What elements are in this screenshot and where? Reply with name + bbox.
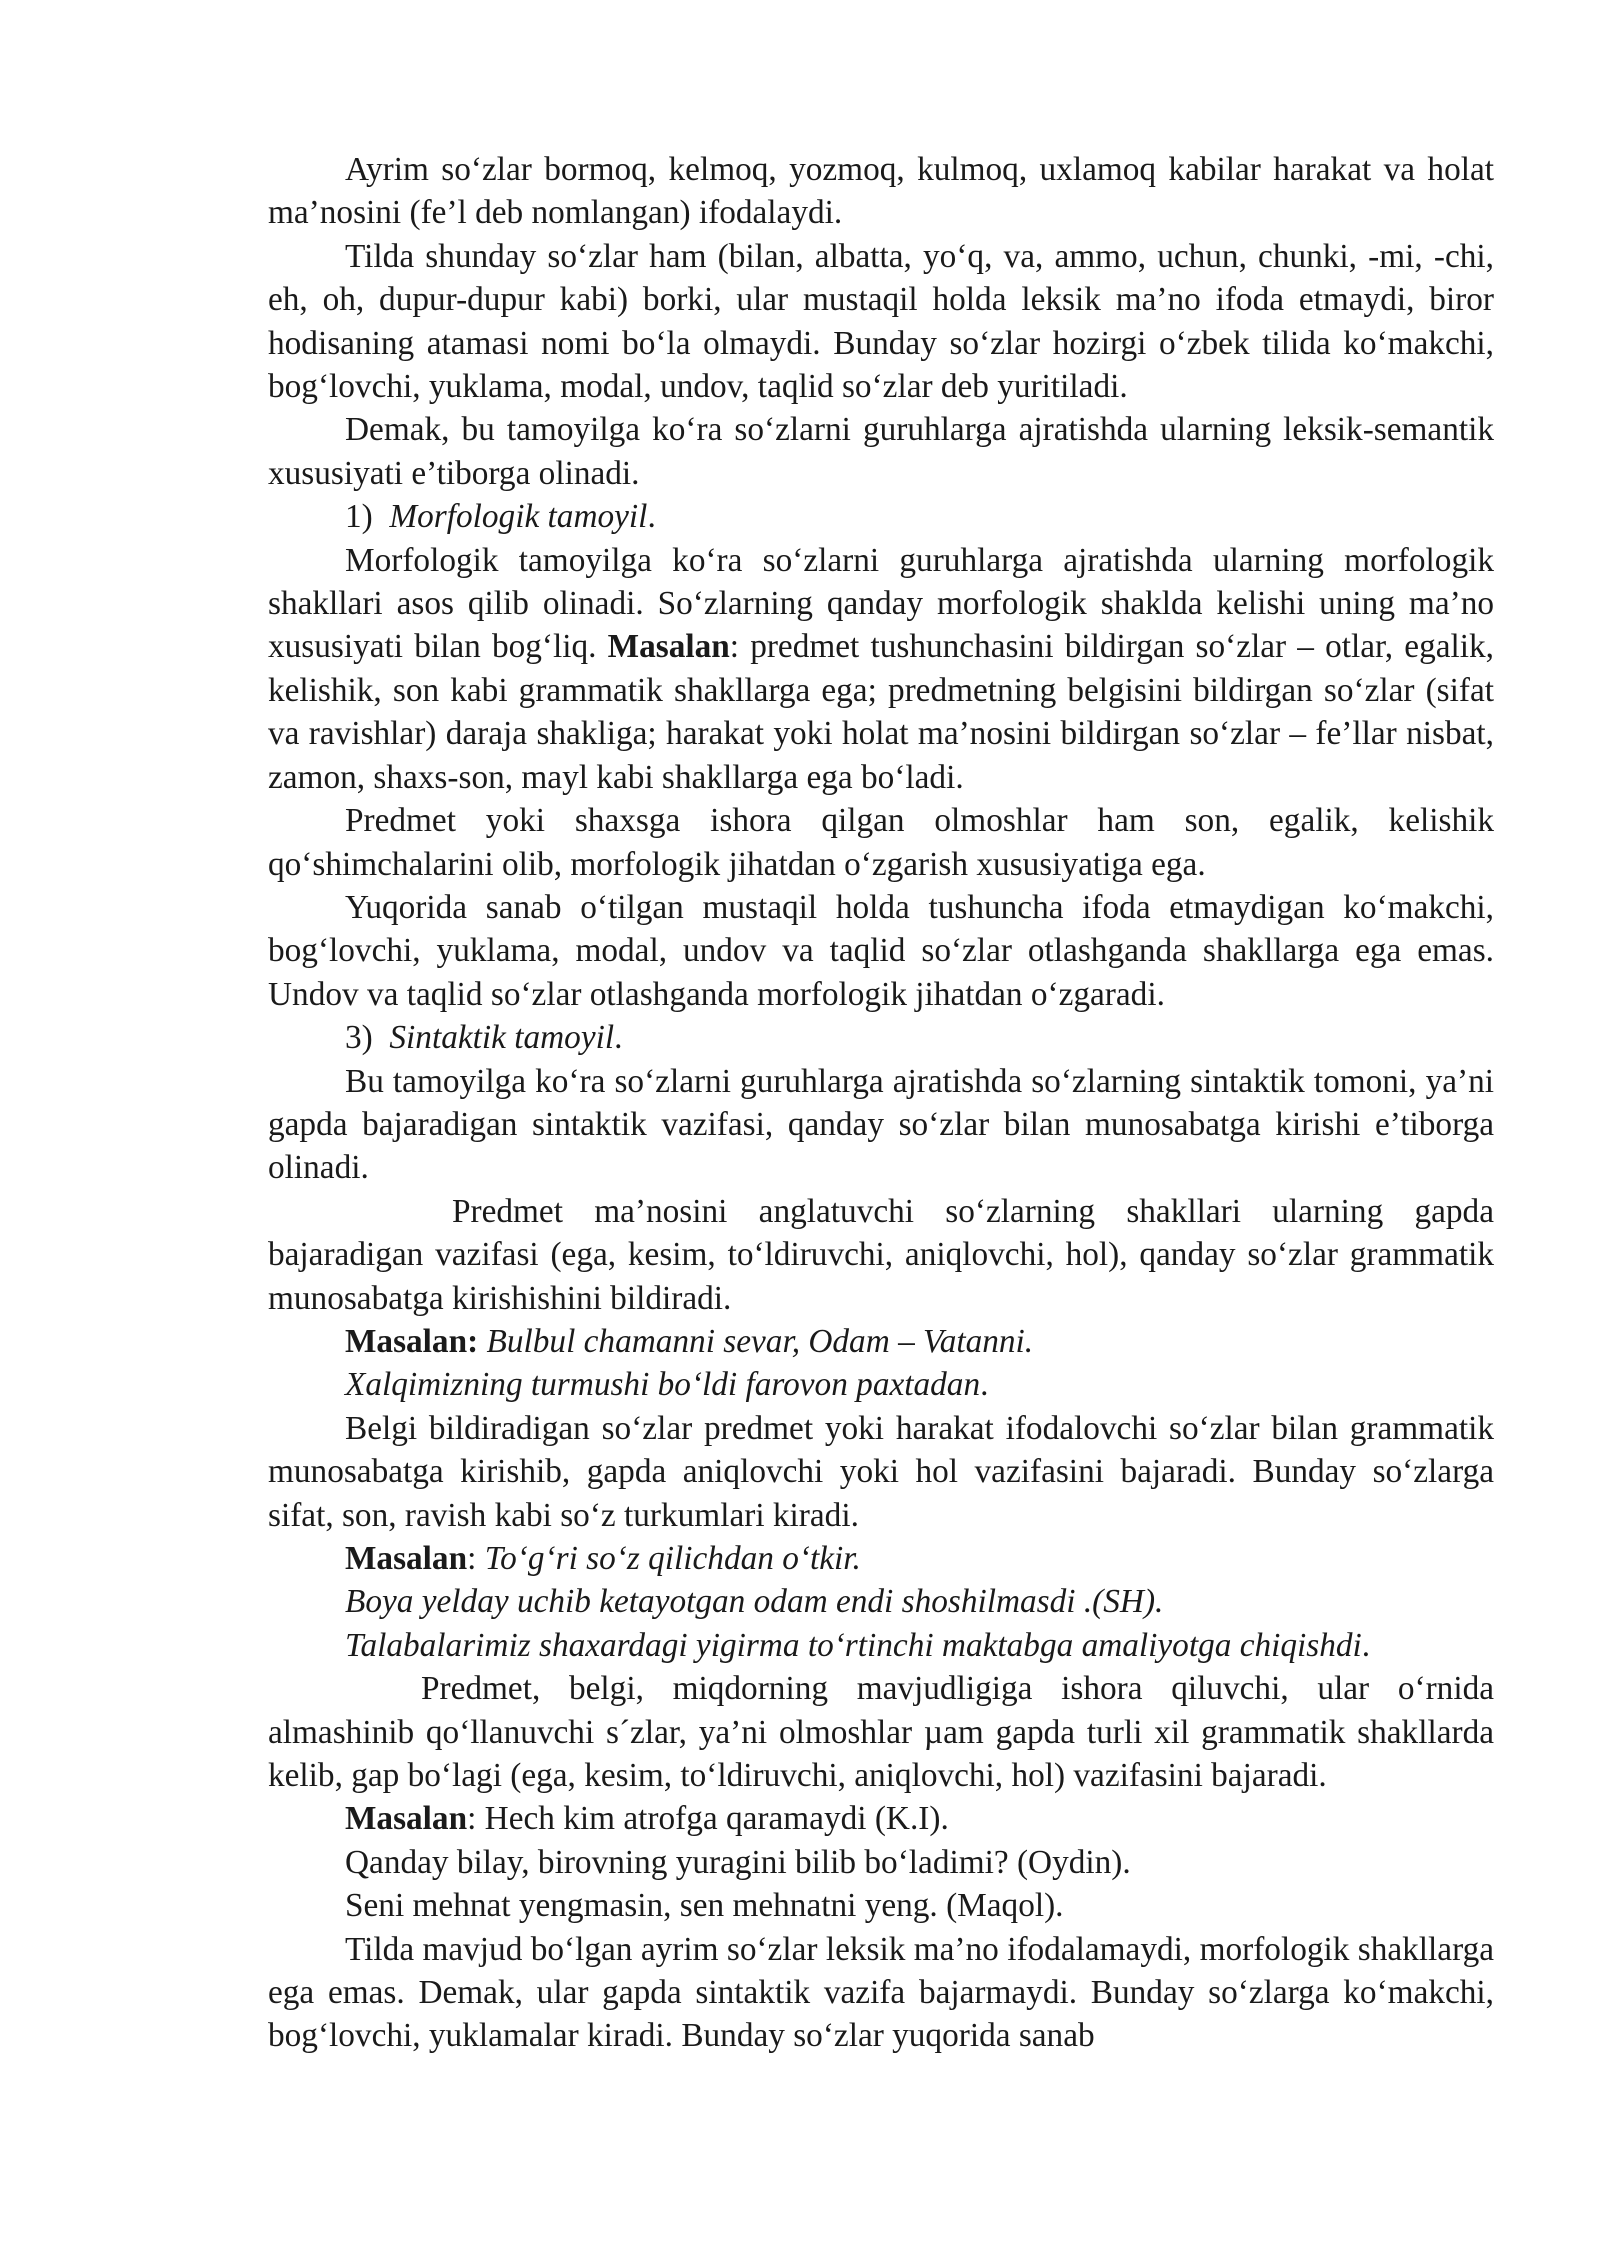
punctuation: . <box>614 1019 623 1057</box>
paragraph: Predmet, belgi, miqdorning mavjudligiga ishora qiluvchi, ular o‘rnida almashinib qo‘llanuvchi s´zlar, ya’ni olmoshlar µam gapda turli xil grammatik shakllarda kelib, gap bo‘lagi (ega, kesim, to‘ldiruvchi, aniqlovchi, hol) vazifasini bajaradi. <box>268 1670 1494 1795</box>
punctuation: . <box>1361 1626 1371 1664</box>
section-heading-morfologik <box>268 495 1494 538</box>
paragraph: Ayrim so‘zlar bormoq, kelmoq, yozmoq, kulmoq, uxlamoq kabilar harakat va holat ma’nosini (fe’l deb nomlangan) ifodalaydi. <box>268 151 1494 232</box>
example-label: Masalan <box>345 1800 468 1838</box>
section-title: Morfologik tamoyil <box>389 498 648 536</box>
paragraph: Yuqorida sanab o‘tilgan mustaqil holda tushuncha ifoda etmaydigan ko‘makchi, bog‘lovchi, yuklama, modal, undov va taqlid so‘zlar otlashganda shakllarga ega emas. Undov va taqlid so‘zlar otlashganda morfologik jihatdan o‘zgaradi. <box>268 888 1494 1013</box>
example-label: Masalan: <box>345 1322 479 1360</box>
punctuation: . <box>647 498 656 536</box>
text-run: : predmet tushunchasini bildirgan so‘zlar – otlar, egalik, kelishik, son kabi grammatik shakllarga ega; predmetning belgisini bildirgan so‘zlar (sifat va ravishlar) daraja shakliga; harakat yoki holat ma’nosini bildirgan so‘zlar – fe’llar nisbat, zamon, shaxs-son, mayl kabi shakllarga ega bo‘ladi. <box>268 628 1494 796</box>
paragraph: Belgi bildiradigan so‘zlar predmet yoki harakat ifodalovchi so‘zlar bilan grammatik munosabatga kirishib, gapda aniqlovchi yoki hol vazifasini bajaradi. Bunday so‘zlarga sifat, son, ravish kabi so‘z turkumlari kiradi. <box>268 1409 1494 1534</box>
text-run: Morfologik tamoyilga ko‘ra so‘zlarni guruhlarga ajratishda ularning morfologik shakllari asos qilib olinadi. So‘zlarning qanday morfologik shaklda kelishi uning ma’no xususiyati bilan bog‘liq. <box>268 541 1494 666</box>
example-text: Xalqimizning turmushi bo‘ldi farovon paxtadan <box>345 1366 981 1404</box>
paragraph: Predmet yoki shaxsga ishora qilgan olmoshlar ham son, egalik, kelishik qo‘shimchalarini olib, morfologik jihatdan o‘zgarish xususiyatiga ega. <box>268 802 1494 883</box>
example-line <box>268 1624 1494 1667</box>
punctuation: . <box>980 1366 989 1404</box>
paragraph: Bu tamoyilga ko‘ra so‘zlarni guruhlarga ajratishda so‘zlarning sintaktik tomoni, ya’ni gapda bajaradigan sintaktik vazifasi, qanday so‘zlar bilan munosabatga kirishi e’tiborga olinadi. <box>268 1062 1494 1187</box>
section-number: 1) <box>345 498 373 536</box>
paragraph: Demak, bu tamoyilga ko‘ra so‘zlarni guruhlarga ajratishda ularning leksik-semantik xususiyati e’tiborga olinadi. <box>268 411 1494 492</box>
example-line: Seni mehnat yengmasin, sen mehnatni yeng. (Maqol). <box>345 1887 1064 1925</box>
punctuation: : <box>467 1540 485 1577</box>
example-line: Boya yelday uchib ketayotgan odam endi shoshilmasdi .(SH). <box>345 1583 1164 1621</box>
example-text: : Hech kim atrofga qaramaydi (K.I). <box>467 1800 949 1838</box>
section-number: 3) <box>345 1019 373 1057</box>
section-title: Sintaktik tamoyil <box>389 1019 615 1057</box>
paragraph <box>268 539 1494 799</box>
paragraph: Tilda shunday so‘zlar ham (bilan, albatta, yo‘q, va, ammo, uchun, chunki, -mi, -chi, eh, oh, dupur-dupur kabi) borki, ular mustaqil holda leksik ma’no ifoda etmaydi, biror hodisaning atamasi nomi bo‘la olmaydi. Bunday so‘zlar hozirgi o‘zbek tilida ko‘makchi, bog‘lovchi, yuklama, modal, undov, taqlid so‘zlar deb yuritiladi. <box>268 237 1494 406</box>
document-body <box>268 148 1494 2058</box>
example-text: To‘g‘ri so‘z qilichdan o‘tkir. <box>484 1540 861 1577</box>
paragraph: Tilda mavjud bo‘lgan ayrim so‘zlar leksik ma’no ifodalamaydi, morfologik shakllarga ega emas. Demak, ular gapda sintaktik vazifa bajarmaydi. Bunday so‘zlarga ko‘makchi, bog‘lovchi, yuklamalar kiradi. Bunday so‘zlar yuqorida sanab <box>268 1930 1494 2055</box>
example-line <box>268 1797 1494 1840</box>
example-line <box>268 1320 1494 1363</box>
example-line: Qanday bilay, birovning yuragini bilib bo‘ladimi? (Oydin). <box>345 1843 1131 1881</box>
example-label: Masalan <box>607 628 730 666</box>
paragraph: Predmet ma’nosini anglatuvchi so‘zlarning shakllari ularning gapda bajaradigan vazifasi (ega, kesim, to‘ldiruvchi, aniqlovchi, hol), qanday so‘zlar grammatik munosabatga kirishishini bildiradi. <box>268 1192 1494 1317</box>
example-label: Masalan <box>345 1540 468 1577</box>
example-text: Bulbul chamanni sevar, Odam – Vatanni. <box>486 1322 1034 1360</box>
section-heading-sintaktik <box>268 1016 1494 1059</box>
example-line <box>268 1537 1494 1580</box>
example-line <box>268 1363 1494 1406</box>
example-text: Talabalarimiz shaxardagi yigirma to‘rtinchi maktabga amaliyotga chiqishdi <box>345 1626 1362 1664</box>
